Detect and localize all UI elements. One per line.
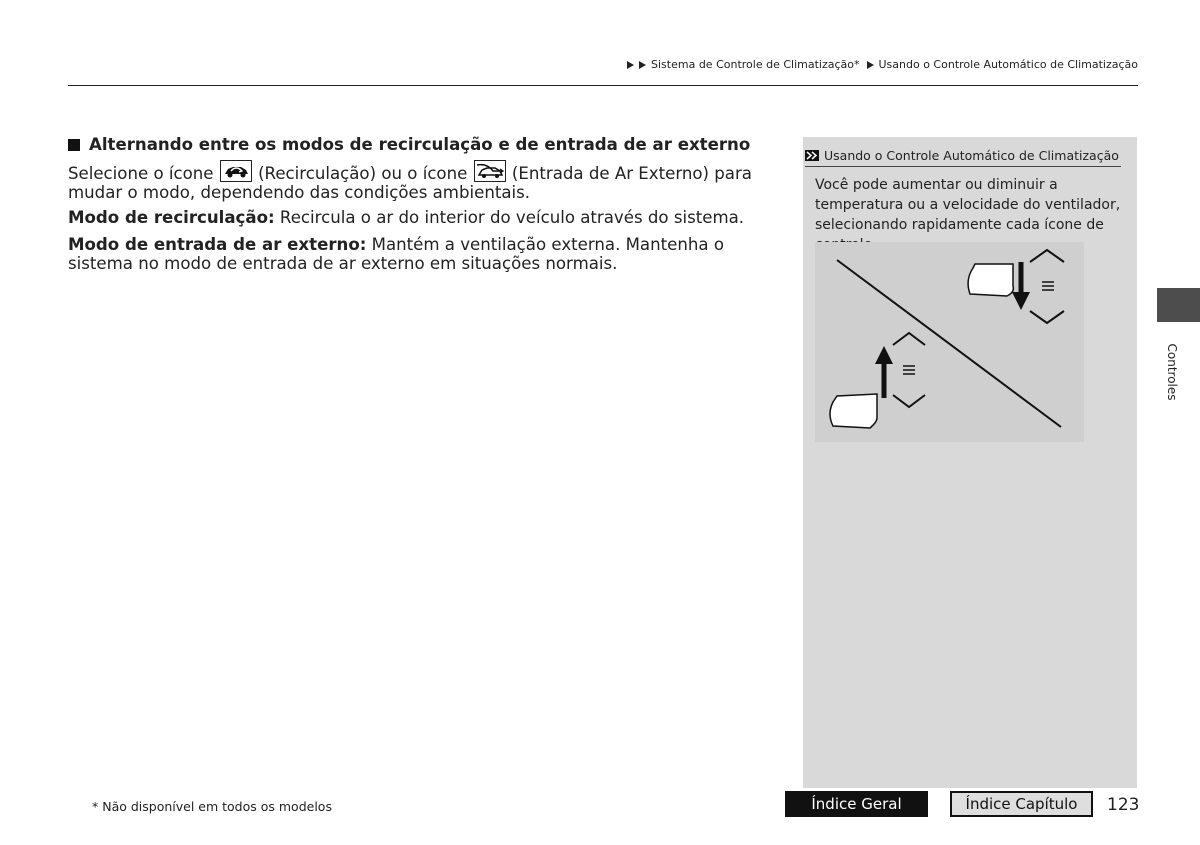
external-air-label: Modo de entrada de ar externo:: [68, 235, 367, 254]
square-bullet-icon: [68, 139, 80, 151]
intro-text: Selecione o ícone: [68, 164, 214, 183]
intro-text: (Recirculação) ou o ícone: [258, 164, 468, 183]
index-general-button[interactable]: Índice Geral: [785, 791, 928, 817]
page-number: 123: [1107, 795, 1140, 815]
recirculation-text: Recircula o ar do interior do veículo através do sistema.: [279, 208, 745, 227]
hand-icon: [830, 394, 877, 428]
main-content: [68, 135, 774, 279]
intro-paragraph: [68, 160, 774, 202]
swipe-illustration: [815, 242, 1084, 442]
recirculation-label: Modo de recirculação:: [68, 208, 275, 227]
chevron-down-icon: [893, 395, 925, 407]
breadcrumb: [627, 58, 1138, 71]
chevron-up-icon: [1030, 250, 1064, 262]
section-heading: [68, 135, 774, 154]
recirculation-paragraph: [68, 208, 774, 227]
external-air-icon: [474, 160, 506, 182]
sidebar-heading: [805, 148, 1121, 167]
index-chapter-button[interactable]: Índice Capítulo: [950, 791, 1093, 817]
fan-menu-icon: [903, 366, 915, 374]
intro-text: (Entrada de Ar Externo) para mudar o modo, dependendo das condições ambientais.: [68, 164, 752, 202]
section-heading-text: Alternando entre os modos de recirculação e de entrada de ar externo: [89, 135, 751, 154]
sidebar-heading-text[interactable]: Usando o Controle Automático de Climatização: [824, 148, 1119, 163]
triangle-arrow-icon: [867, 61, 874, 69]
triangle-arrow-icon: [627, 61, 634, 69]
double-arrow-icon: [805, 150, 819, 161]
arrow-down-icon: [1012, 292, 1030, 310]
chevron-down-icon: [1030, 311, 1064, 323]
chapter-label: Controles: [1165, 343, 1179, 401]
breadcrumb-item[interactable]: Usando o Controle Automático de Climatização: [878, 58, 1138, 71]
fan-menu-icon: [1042, 282, 1054, 290]
sidebar-notes: [803, 137, 1137, 788]
external-air-text: Mantém a ventilação externa. Mantenha o sistema no modo de entrada de ar externo em situações normais.: [68, 235, 724, 273]
header-divider: [68, 85, 1138, 86]
external-air-paragraph: [68, 235, 774, 273]
chapter-tab[interactable]: [1157, 288, 1200, 322]
arrow-up-icon: [875, 346, 893, 364]
hand-icon: [968, 264, 1013, 296]
sidebar-text: Você pode aumentar ou diminuir a temperatura ou a velocidade do ventilador, selecionando rapidamente cada ícone de: [815, 177, 1121, 233]
chevron-up-icon: [893, 333, 925, 345]
breadcrumb-item[interactable]: Sistema de Controle de Climatização*: [651, 58, 860, 71]
triangle-arrow-icon: [639, 61, 646, 69]
footnote: * Não disponível em todos os modelos: [92, 799, 332, 814]
recirculation-icon: [220, 160, 252, 182]
